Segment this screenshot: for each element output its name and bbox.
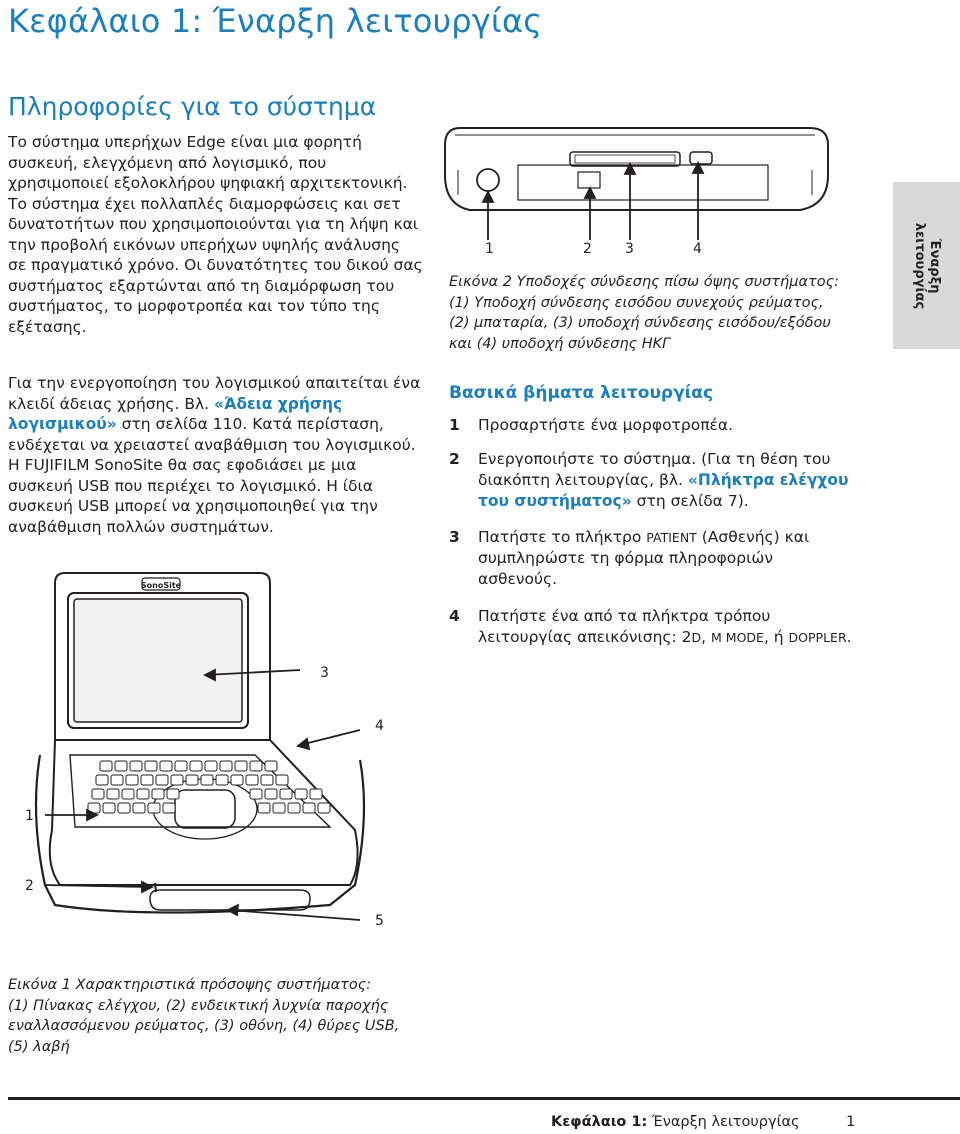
chapter-title: Κεφάλαιο 1: Έναρξη λειτουργίας (8, 2, 543, 40)
step-text: Ενεργοποιήστε το σύστημα. (Για τη θέση του διακόπτη λειτουργίας, βλ. «Πλήκτρα ελέγχου του συστήματος» στη σελίδα 7). (478, 450, 849, 510)
key (310, 789, 322, 799)
key (273, 803, 285, 813)
rear-callout-4: 4 (693, 241, 702, 257)
rear-callout-2: 2 (583, 241, 592, 257)
key (220, 761, 232, 771)
key (167, 789, 179, 799)
key (92, 789, 104, 799)
key (246, 775, 258, 785)
figure1-caption (8, 975, 438, 1057)
step-text: Πατήστε ένα από τα πλήκτρα τρόπου λειτουργίας απεικόνισης: 2D, M MODE, ή DOPPLER. (478, 607, 852, 646)
caption-line: (5) λαβή (8, 1038, 70, 1055)
text-line: δυνατοτήτων που χρησιμοποιούνται για τη λήψη και (8, 215, 419, 233)
key (250, 789, 262, 799)
key (126, 775, 138, 785)
key (186, 775, 198, 785)
key (265, 789, 277, 799)
system-front-illustration (0, 565, 440, 945)
caption-line: (1) Υποδοχή σύνδεσης εισόδου συνεχούς ρεύματος, (449, 294, 824, 311)
key (235, 761, 247, 771)
text-line: λογισμικού» στη σελίδα 110. Κατά περίσταση, (8, 415, 384, 433)
key (201, 775, 213, 785)
key (175, 761, 187, 771)
key (276, 775, 288, 785)
rear-callout-1: 1 (485, 241, 494, 257)
text-line: συσκευή, ελεγχόμενη από λογισμικό, που (8, 153, 327, 172)
key (295, 789, 307, 799)
footer-rule (8, 1097, 960, 1100)
text-line: συστήματος εξαρτώνται από τη διαμόρφωση του (8, 276, 395, 295)
page-number: 1 (846, 1114, 856, 1130)
step-number: 3 (449, 528, 460, 546)
rear-callout-3: 3 (625, 241, 634, 257)
key (160, 761, 172, 771)
caption-line: Εικόνα 2 Υποδοχές σύνδεσης πίσω όψης συστήματος: (449, 274, 840, 290)
text-line: συσκευή USB μπορεί να χρησιμοποιηθεί για την (8, 497, 378, 515)
callout-3: 3 (320, 665, 329, 681)
key (265, 761, 277, 771)
step-number: 4 (449, 607, 460, 625)
system-rear-illustration (440, 120, 840, 260)
key (258, 803, 270, 813)
key (130, 761, 142, 771)
step-text: Προσαρτήστε ένα μορφοτροπέα. (478, 416, 734, 434)
controls-link[interactable]: «Πλήκτρα ελέγχου (687, 471, 849, 489)
key (288, 803, 300, 813)
step-text: Πατήστε το πλήκτρο PATIENT (Ασθενής) και συμπληρώστε τη φόρμα πληροφοριών ασθενούς. (478, 528, 810, 588)
side-tab-label: Έναρξη λειτουργίας (911, 222, 942, 309)
key (133, 803, 145, 813)
key (171, 775, 183, 785)
caption-line: Εικόνα 1 Χαρακτηριστικά πρόσοψης συστήματος: (8, 977, 372, 993)
key (163, 803, 175, 813)
license-link[interactable]: «Άδεια χρήσης (214, 394, 343, 413)
caption-line: και (4) υποδοχή σύνδεσης ΗΚΓ (449, 335, 671, 352)
patient-key-label: PATIENT (646, 530, 697, 545)
text-line: εξέτασης. (8, 317, 87, 336)
step-number: 2 (449, 450, 460, 468)
caption-line: (2) μπαταρία, (3) υποδοχή σύνδεσης εισόδου/εξόδου (449, 315, 831, 331)
text-line: Το σύστημα έχει πολλαπλές διαμορφώσεις και σετ (8, 194, 401, 213)
controls-link-cont[interactable]: του συστήματος» (478, 492, 632, 510)
key (216, 775, 228, 785)
key (231, 775, 243, 785)
key (250, 761, 262, 771)
callout-1: 1 (25, 808, 34, 824)
steps-title: Βασικά βήματα λειτουργίας (449, 383, 714, 403)
text-line: συσκευή USB που περιέχει το λογισμικό. Η ίδια (8, 476, 373, 495)
key (261, 775, 273, 785)
key (103, 803, 115, 813)
key (148, 803, 160, 813)
key (115, 761, 127, 771)
key (205, 761, 217, 771)
step-number: 1 (449, 416, 460, 434)
step-3 (449, 527, 869, 590)
license-paragraph (8, 373, 433, 537)
text-line: αναβάθμιση πολλών συστημάτων. (8, 517, 274, 536)
license-link-cont[interactable]: λογισμικού» (8, 415, 117, 433)
text-line: Για την ενεργοποίηση του λογισμικού απαιτείται ένα (8, 374, 421, 392)
key (107, 789, 119, 799)
text-line: κλειδί άδειας χρήσης. Βλ. «Άδεια χρήσης (8, 394, 343, 413)
key (318, 803, 330, 813)
key (156, 775, 168, 785)
intro-paragraph (8, 132, 428, 337)
caption-line: (1) Πίνακας ελέγχου, (2) ενδεικτική λυχνία παροχής (8, 997, 389, 1014)
brand-label: SonoSite (140, 581, 182, 590)
key (137, 789, 149, 799)
key (280, 789, 292, 799)
key (303, 803, 315, 813)
caption-line: εναλλασσόμενου ρεύματος, (3) οθόνη, (4) θύρες USB, (8, 1018, 400, 1034)
key (152, 789, 164, 799)
text-line: σε πραγματικό χρόνο. Οι δυνατότητες του δικού σας (8, 256, 423, 274)
figure2-caption (449, 272, 889, 354)
step-4 (449, 606, 869, 648)
text-line: ενδέχεται να χρειαστεί αναβάθμιση του λογισμικού. (8, 435, 416, 454)
key (118, 803, 130, 813)
step-2 (449, 449, 869, 512)
key (145, 761, 157, 771)
step-1 (449, 415, 869, 436)
key (122, 789, 134, 799)
footer-chapter: Κεφάλαιο 1: Έναρξη λειτουργίας (551, 1114, 800, 1130)
text-line: συστήματος, το μορφοτροπέα και τον τύπο της (8, 297, 380, 315)
callout-4: 4 (375, 718, 384, 734)
key (111, 775, 123, 785)
callout-5: 5 (375, 913, 384, 929)
key (190, 761, 202, 771)
text-line: την προβολή εικόνων υπερήχων υψηλής ανάλυσης (8, 235, 401, 254)
text-line: Η FUJIFILM SonoSite θα σας εφοδιάσει με μια (8, 456, 357, 474)
key (96, 775, 108, 785)
callout-2: 2 (25, 878, 34, 894)
section-title: Πληροφορίες για το σύστημα (8, 92, 377, 121)
key (100, 761, 112, 771)
side-tab (893, 182, 960, 349)
text-line: χρησιμοποιεί εξολοκλήρου ψηφιακή αρχιτεκτονική. (8, 174, 408, 192)
key (141, 775, 153, 785)
text-line: Το σύστημα υπερήχων Edge είναι μια φορητή (8, 133, 362, 151)
